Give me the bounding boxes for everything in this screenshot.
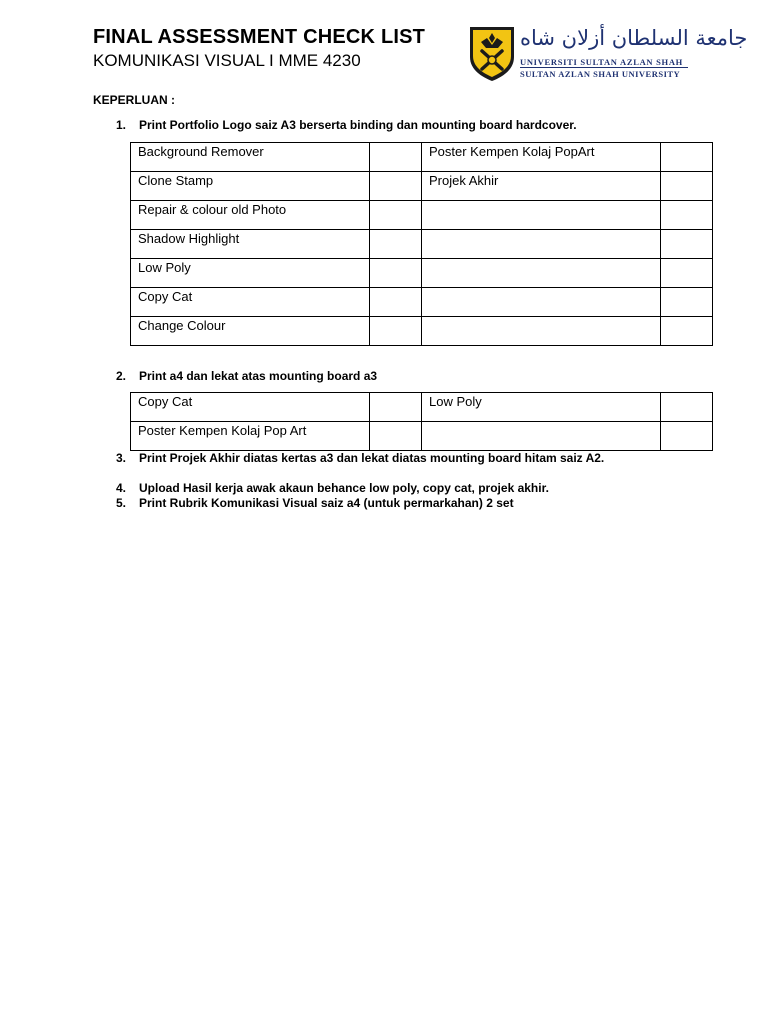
list-item-text: Upload Hasil kerja awak akaun behance low poly, copy cat, projek akhir. bbox=[139, 481, 549, 495]
task-label: Poster Kempen Kolaj Pop Art bbox=[131, 422, 370, 451]
check-cell[interactable] bbox=[370, 143, 422, 172]
task-label bbox=[422, 422, 661, 451]
task-label bbox=[422, 230, 661, 259]
list-item-number: 2. bbox=[116, 369, 127, 383]
task-label: Repair & colour old Photo bbox=[131, 201, 370, 230]
checklist-table-2 bbox=[130, 392, 713, 451]
table-row bbox=[131, 172, 713, 201]
list-item-1 bbox=[116, 118, 577, 132]
task-label: Low Poly bbox=[422, 393, 661, 422]
check-cell[interactable] bbox=[370, 259, 422, 288]
check-cell[interactable] bbox=[661, 172, 713, 201]
list-item-number: 3. bbox=[116, 451, 127, 465]
task-label bbox=[422, 317, 661, 346]
table-row bbox=[131, 288, 713, 317]
list-item-text: Print Portfolio Logo saiz A3 berserta binding dan mounting board hardcover. bbox=[139, 118, 577, 132]
check-cell[interactable] bbox=[661, 422, 713, 451]
list-item-text: Print a4 dan lekat atas mounting board a3 bbox=[139, 369, 378, 383]
page-subtitle: KOMUNIKASI VISUAL I MME 4230 bbox=[93, 51, 361, 70]
table-row bbox=[131, 422, 713, 451]
logo-arabic-text: جامعة السلطان أزلان شاه bbox=[520, 26, 748, 50]
task-label: Projek Akhir bbox=[422, 172, 661, 201]
university-crest-icon bbox=[467, 24, 517, 82]
page-title: FINAL ASSESSMENT CHECK LIST bbox=[93, 26, 426, 48]
task-label bbox=[422, 259, 661, 288]
check-cell[interactable] bbox=[661, 317, 713, 346]
logo-english-name: SULTAN AZLAN SHAH UNIVERSITY bbox=[520, 69, 681, 79]
list-item-4 bbox=[116, 481, 549, 495]
list-item-5 bbox=[116, 496, 514, 510]
list-item-number: 4. bbox=[116, 481, 127, 495]
table-row bbox=[131, 201, 713, 230]
checklist-table-1 bbox=[130, 142, 713, 346]
list-item-3 bbox=[116, 451, 604, 465]
task-label: Shadow Highlight bbox=[131, 230, 370, 259]
table-row bbox=[131, 393, 713, 422]
university-logo bbox=[467, 24, 748, 82]
task-label: Copy Cat bbox=[131, 288, 370, 317]
table-row bbox=[131, 317, 713, 346]
check-cell[interactable] bbox=[661, 230, 713, 259]
task-label: Change Colour bbox=[131, 317, 370, 346]
task-label: Background Remover bbox=[131, 143, 370, 172]
list-item-2 bbox=[116, 369, 377, 383]
check-cell[interactable] bbox=[661, 393, 713, 422]
logo-malay-name: UNIVERSITI SULTAN AZLAN SHAH bbox=[520, 57, 683, 67]
table-row bbox=[131, 259, 713, 288]
check-cell[interactable] bbox=[370, 201, 422, 230]
task-label bbox=[422, 201, 661, 230]
task-label: Copy Cat bbox=[131, 393, 370, 422]
logo-divider bbox=[520, 67, 688, 68]
list-item-number: 5. bbox=[116, 496, 127, 510]
check-cell[interactable] bbox=[370, 230, 422, 259]
check-cell[interactable] bbox=[370, 393, 422, 422]
table-row bbox=[131, 143, 713, 172]
check-cell[interactable] bbox=[370, 288, 422, 317]
task-label: Low Poly bbox=[131, 259, 370, 288]
task-label: Clone Stamp bbox=[131, 172, 370, 201]
check-cell[interactable] bbox=[661, 288, 713, 317]
check-cell[interactable] bbox=[370, 422, 422, 451]
list-item-number: 1. bbox=[116, 118, 127, 132]
check-cell[interactable] bbox=[370, 172, 422, 201]
task-label: Poster Kempen Kolaj PopArt bbox=[422, 143, 661, 172]
list-item-text: Print Projek Akhir diatas kertas a3 dan lekat diatas mounting board hitam saiz A2. bbox=[139, 451, 605, 465]
check-cell[interactable] bbox=[661, 259, 713, 288]
check-cell[interactable] bbox=[370, 317, 422, 346]
check-cell[interactable] bbox=[661, 143, 713, 172]
check-cell[interactable] bbox=[661, 201, 713, 230]
table-row bbox=[131, 230, 713, 259]
list-item-text: Print Rubrik Komunikasi Visual saiz a4 (untuk permarkahan) 2 set bbox=[139, 496, 514, 510]
task-label bbox=[422, 288, 661, 317]
requirements-heading: KEPERLUAN : bbox=[93, 93, 176, 107]
